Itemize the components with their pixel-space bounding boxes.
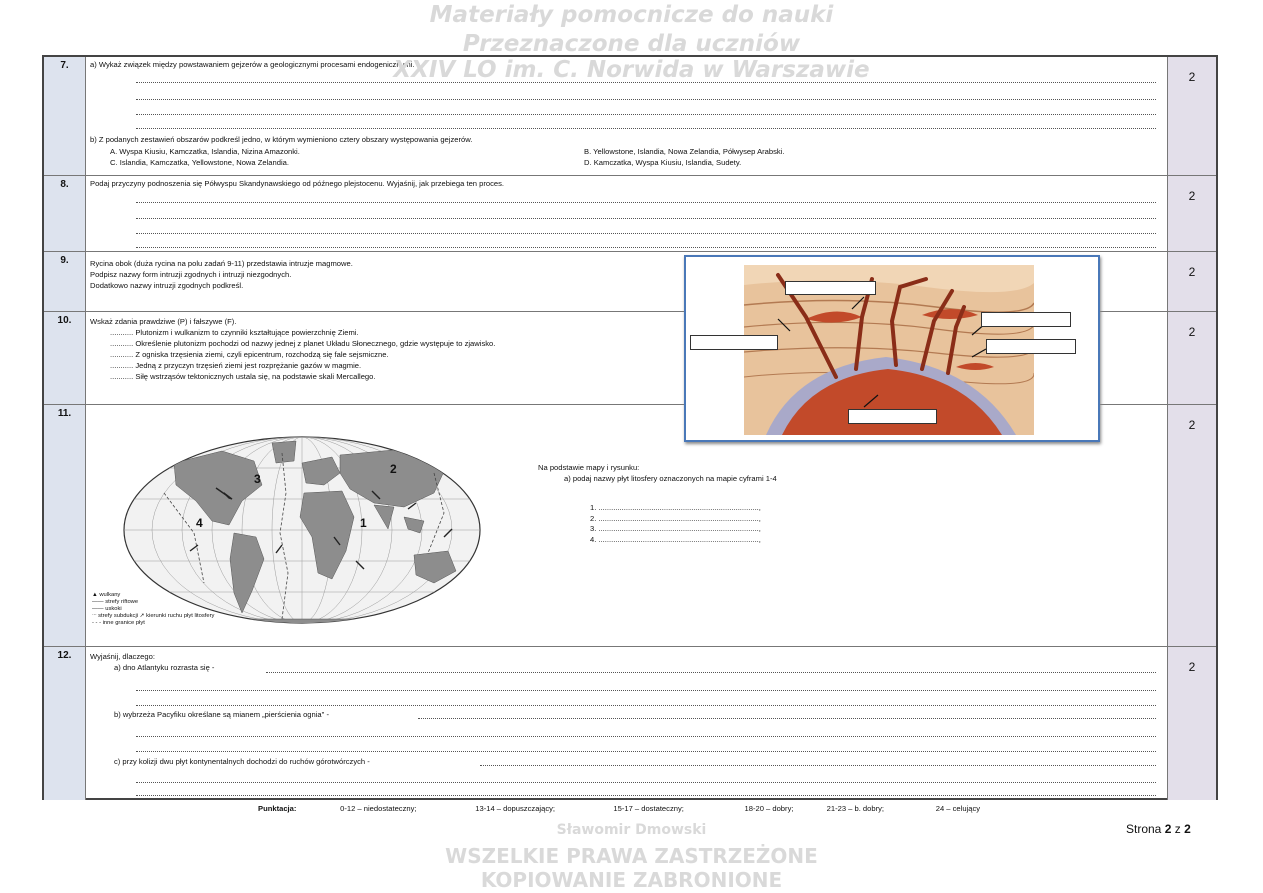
task-7-content <box>90 59 1162 70</box>
task-9-points: 2 <box>1167 252 1216 311</box>
task-7-points: 2 <box>1167 57 1216 175</box>
answer-3[interactable]: 3. ............................................................................, <box>590 524 761 533</box>
task-9-line-1: Rycina obok (duża rycina na polu zadań 9-11) przedstawia intruzje magmowe. <box>90 259 353 268</box>
answer-line[interactable] <box>266 672 1156 673</box>
map-label-1: 1 <box>360 516 367 530</box>
answer-line[interactable] <box>136 233 1156 234</box>
grade-range: 0-12 – niedostateczny; <box>340 804 417 813</box>
option-a[interactable]: A. Wyspa Kiusiu, Kamczatka, Islandia, Nizina Amazonki. <box>110 147 300 156</box>
grade-range: 13-14 – dopuszczający; <box>475 804 556 813</box>
task-10-points: 2 <box>1167 312 1216 404</box>
task-8-row <box>44 176 1216 252</box>
intrusion-label-box[interactable] <box>785 281 876 295</box>
answer-line[interactable] <box>136 782 1156 783</box>
watermark-line-2: Przeznaczone dla uczniów <box>462 31 801 57</box>
answer-line[interactable] <box>136 751 1156 752</box>
answer-line[interactable] <box>136 247 1156 248</box>
task-11-points: 2 <box>1167 405 1216 646</box>
task-9-line-2: Podpisz nazwy form intruzji zgodnych i intruzji niezgodnych. <box>90 270 292 279</box>
task-7-number: 7. <box>44 57 86 175</box>
scoring-label: Punktacja: <box>258 804 297 813</box>
task-9-number: 9. <box>44 252 86 311</box>
answer-line[interactable] <box>418 718 1156 719</box>
answer-line[interactable] <box>136 202 1156 203</box>
grade-range: 21-23 – b. dobry; <box>826 804 885 813</box>
map-label-3: 3 <box>254 472 261 486</box>
task-11-number: 11. <box>44 405 86 646</box>
answer-line[interactable] <box>136 128 1156 129</box>
task-8-points: 2 <box>1167 176 1216 251</box>
task-11-intro: Na podstawie mapy i rysunku: <box>538 463 640 472</box>
volcano-icon: ▲ <box>92 592 98 598</box>
map-label-2: 2 <box>390 462 397 476</box>
answer-line[interactable] <box>136 114 1156 115</box>
grade-range: 15-17 – dostateczny; <box>613 804 684 813</box>
map-legend: ▲ wulkany —— strefy riftowe —— uskoki ᐧᐧᐧ strefy subdukcji ➚ kierunki ruchu płyt litosfery - - - inne granice płyt <box>92 592 215 626</box>
task-8-question: Podaj przyczyny podnoszenia się Półwyspu Skandynawskiego od późnego plejstocenu. Wyjaśnij, jak przebiega ten proces. <box>90 179 505 188</box>
watermark-line-1: Materiały pomocnicze do nauki <box>429 2 834 28</box>
task-11-question: a) podaj nazwy płyt litosfery oznaczonych na mapie cyframi 1-4 <box>564 474 777 483</box>
intrusion-label-box[interactable] <box>690 335 778 350</box>
watermark-rights: WSZELKIE PRAWA ZASTRZEŻONE <box>445 844 818 868</box>
task-7-row <box>44 57 1216 176</box>
watermark-copy: KOPIOWANIE ZABRONIONE <box>480 868 783 892</box>
statement-1[interactable]: ........... Plutonizm i wulkanizm to czynniki kształtujące powierzchnię Ziemi. <box>110 328 359 337</box>
answer-line[interactable] <box>480 765 1156 766</box>
option-c[interactable]: C. Islandia, Kamczatka, Yellowstone, Nowa Zelandia. <box>110 158 289 167</box>
task-12-intro: Wyjaśnij, dlaczego: <box>90 652 155 661</box>
answer-line[interactable] <box>136 705 1156 706</box>
intrusion-label-box[interactable] <box>986 339 1076 354</box>
answer-4[interactable]: 4. ............................................................................, <box>590 534 761 544</box>
answer-line[interactable] <box>136 690 1156 691</box>
task-12-number: 12. <box>44 647 86 800</box>
scoring-scale <box>258 804 980 813</box>
watermark-author: Sławomir Dmowski <box>556 822 707 838</box>
task-7-question-b: b) Z podanych zestawień obszarów podkreśl jedno, w którym wymieniono cztery obszary występowania gejzerów. <box>90 135 473 144</box>
task-12-question-a: a) dno Atlantyku rozrasta się - <box>114 663 215 672</box>
statement-5[interactable]: ........... Siłę wstrząsów tektonicznych ustala się, na podstawie skali Mercallego. <box>110 372 376 381</box>
answer-1[interactable]: 1. ............................................................................, <box>590 503 761 512</box>
statement-3[interactable]: ........... Z ogniska trzęsienia ziemi, czyli epicentrum, rozchodzą się fale sejsmiczne. <box>110 350 389 359</box>
page-number: Strona 2 z 2 <box>1126 822 1191 836</box>
answer-line[interactable] <box>136 99 1156 100</box>
task-10-number: 10. <box>44 312 86 404</box>
plate-motion-icon: ➚ <box>139 613 145 619</box>
option-d[interactable]: D. Kamczatka, Wyspa Kiusiu, Islandia, Sudety. <box>584 158 742 167</box>
map-label-4: 4 <box>196 516 203 530</box>
answer-line[interactable] <box>136 218 1156 219</box>
task-12-row <box>44 647 1216 800</box>
intrusion-label-box[interactable] <box>981 312 1071 327</box>
watermark-line-3: XXIV LO im. C. Norwida w Warszawie <box>393 57 870 83</box>
task-12-question-c: c) przy kolizji dwu płyt kontynentalnych dochodzi do ruchów górotwórczych - <box>114 757 370 766</box>
grade-range: 24 – celujący <box>935 804 981 813</box>
grade-range: 18-20 – dobry; <box>744 804 794 813</box>
task-12-question-b: b) wybrzeża Pacyfiku określane są mianem „pierścienia ognia" - <box>114 710 329 719</box>
task-9-line-3: Dodatkowo nazwy intruzji zgodnych podkreśl. <box>90 281 244 290</box>
intrusion-label-box[interactable] <box>848 409 937 424</box>
magma-intrusions-figure <box>684 255 1100 442</box>
answer-line[interactable] <box>136 795 1156 796</box>
answer-2[interactable]: 2. ............................................................................, <box>590 513 761 523</box>
answer-line[interactable] <box>136 736 1156 737</box>
task-8-number: 8. <box>44 176 86 251</box>
task-10-intro: Wskaż zdania prawdziwe (P) i fałszywe (F). <box>90 317 237 326</box>
answer-line[interactable] <box>136 82 1156 83</box>
statement-4[interactable]: ........... Jedną z przyczyn trzęsień ziemi jest rozprężanie gazów w magmie. <box>110 361 362 370</box>
task-12-points: 2 <box>1167 647 1216 800</box>
task-7-question-a: a) Wykaż związek między powstawaniem gejzerów a geologicznymi procesami endogenicznymi. <box>90 60 415 69</box>
option-b[interactable]: B. Yellowstone, Islandia, Nowa Zelandia, Półwysep Arabski. <box>584 147 785 156</box>
statement-2[interactable]: ........... Określenie plutonizm pochodzi od nazwy jednej z planet Układu Słonecznego, gdzie występuje to zjawisko. <box>110 339 496 348</box>
